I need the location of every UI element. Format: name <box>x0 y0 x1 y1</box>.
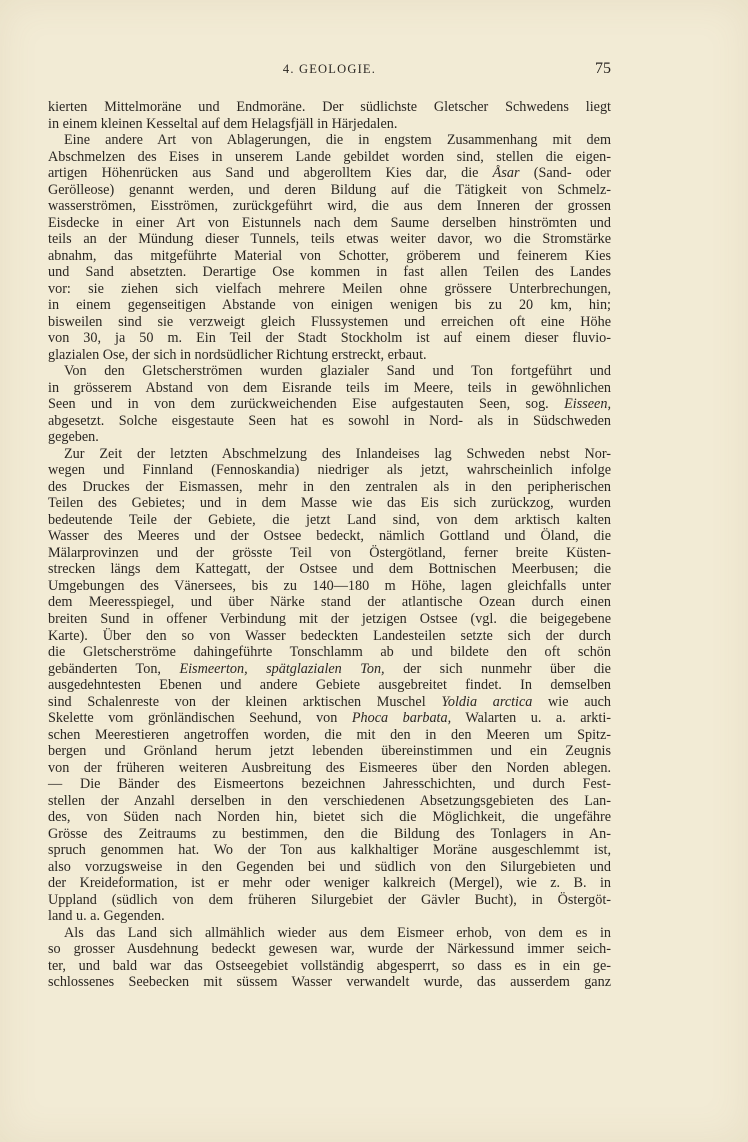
text-line <box>48 495 611 512</box>
text-line <box>48 99 611 116</box>
text-segment: artigen Höhenrücken aus Sand und abgerolltem Kies dar, die <box>48 165 493 182</box>
text-segment: von 30, ja 50 m. Ein Teil der Stadt Stockholm ist auf einem dieser fluvio- <box>48 330 611 347</box>
text-segment: Geröllеose) genannt werden, und deren Bildung auf die Tätigkeit von Schmelz- <box>48 181 611 198</box>
text-line <box>48 479 611 496</box>
text-line <box>48 710 611 727</box>
text-segment: sind Schalenreste von der kleinen arktischen Muschel <box>48 693 442 710</box>
text-segment: Von den Gletscherströmen wurden glazialer Sand und Ton fortgeführt und <box>64 363 611 380</box>
text-line <box>48 462 611 479</box>
text-segment: und Sand absetzten. Derartige Ose kommen in fast allen Teilen des Landes <box>48 264 611 281</box>
text-line <box>48 347 611 364</box>
text-line <box>48 396 611 413</box>
text-line <box>48 793 611 810</box>
text-line <box>48 264 611 281</box>
text-line <box>48 594 611 611</box>
italic-term: Phoca barbata, <box>351 710 452 727</box>
text-segment: Karte). Über den so von Wasser bedeckten Landesteilen setzte sich der durch <box>48 627 611 644</box>
text-segment: — Die Bänder des Eismeertons bezeichnen Jahresschichten, und durch Fest- <box>48 776 611 793</box>
text-line <box>48 380 611 397</box>
text-segment: strecken längs dem Kattegatt, der Ostsee und dem Bottnischen Meerbusen; die <box>48 561 611 578</box>
text-segment: von der früheren weiteren Ausbreitung des Eismeeres über den Norden ablegen. <box>48 759 611 776</box>
text-segment: Skelette vom grönländischen Seehund, von <box>48 710 352 727</box>
text-segment: land u. a. Gegenden. <box>48 908 165 925</box>
text-segment: der Kreideformation, ist er mehr oder weniger kalkreich (Mergel), wie z. B. in <box>48 875 611 892</box>
text-segment: Mälarprovinzen und der grösste Teil von Östergötland, ferner breite Küsten- <box>48 544 611 561</box>
text-segment: stellen der Anzahl derselben in den verschiedenen Absetzungsgebieten des Lan- <box>48 792 611 809</box>
text-line <box>48 941 611 958</box>
text-line <box>48 314 611 331</box>
text-segment: so grosser Ausdehnung bedeckt gewesen war, wurde der Närkessund immer seich- <box>48 941 611 958</box>
text-segment: kierten Mittelmoräne und Endmoräne. Der südlichste Gletscher Schwedens liegt <box>48 99 611 115</box>
text-line <box>48 413 611 430</box>
text-segment: ausgedehntesten Ebenen und andere Gebiete ausgebreitet findet. In demselben <box>48 677 611 694</box>
text-segment: bisweilen sind sie verzweigt gleich Flussystemen und erreichen oft eine Höhe <box>48 313 611 330</box>
italic-term: Eisseen, <box>564 396 611 413</box>
text-segment: Uppland (südlich von dem früheren Silurgebiet der Gävler Bucht), in Östergöt- <box>48 891 611 908</box>
page-number: 75 <box>595 60 611 77</box>
text-line <box>48 776 611 793</box>
text-line <box>48 446 611 463</box>
text-line <box>48 363 611 380</box>
body-text <box>48 99 611 991</box>
text-line <box>48 165 611 182</box>
text-line <box>48 248 611 265</box>
text-line <box>48 215 611 232</box>
text-segment: wegen und Finnland (Fennoskandia) niedriger als jetzt, wahrscheinlich infolge <box>48 462 611 479</box>
text-line <box>48 842 611 859</box>
text-segment: des, von Süden nach Norden hin, bietet sich die Möglichkeit, die ungefähre <box>48 809 611 826</box>
text-segment: dem Meeresspiegel, und über Närke stand der atlantische Ozean durch einen <box>48 594 611 611</box>
text-segment: teils an der Mündung dieser Tunnels, teils etwas weiter davor, wo die Stromstärke <box>48 231 611 248</box>
text-segment: Teilen des Gebietes; und in dem Masse wie das Eis sich zurückzog, wurden <box>48 495 611 512</box>
text-segment: bergen und Grönland herum jetzt lebenden übereinstimmen und ein Zeugnis <box>48 743 611 760</box>
text-segment: Als das Land sich allmählich wieder aus dem Eismeer erhob, von dem es in <box>64 924 611 941</box>
text-line <box>48 958 611 975</box>
text-line <box>48 330 611 347</box>
text-segment: schlossenes Seebecken mit süssem Wasser verwandelt wurde, das ausserdem ganz <box>48 974 611 991</box>
text-line <box>48 561 611 578</box>
text-segment: wie auch <box>532 693 611 710</box>
text-line <box>48 859 611 876</box>
text-line <box>48 974 611 991</box>
text-line <box>48 528 611 545</box>
text-segment: Seen und in von dem zurückweichenden Eise aufgestauten Seen, sog. <box>48 396 565 413</box>
text-line <box>48 149 611 166</box>
text-line <box>48 809 611 826</box>
text-line <box>48 826 611 843</box>
text-segment: Zur Zeit der letzten Abschmelzung des Inlandeises lag Schweden nebst Nor- <box>64 445 611 462</box>
text-line <box>48 892 611 909</box>
text-segment: vor: sie ziehen sich vielfach mehrere Meilen ohne grössere Unterbrechungen, <box>48 280 611 297</box>
italic-term: Åsar <box>492 165 520 182</box>
text-segment: Eisdecke in einer Art von Eistunnels nach dem Saume derselben hinströmten und <box>48 214 611 231</box>
text-line <box>48 727 611 744</box>
text-line <box>48 198 611 215</box>
text-line <box>48 297 611 314</box>
text-segment: in einem kleinen Kesseltal auf dem Helagsfjäll in Härjedalen. <box>48 115 398 132</box>
text-segment: spruch genommen hat. Wo der Ton aus kalkhaltiger Moräne ausgeschlemmt ist, <box>48 842 611 859</box>
text-segment: die Gletscherströme dahingeführte Tonschlamm ab und bildete den oft schön <box>48 644 611 661</box>
text-segment: Abschmelzen des Eises in unserem Lande gebildet worden sind, stellen die eigen- <box>48 148 611 165</box>
text-line <box>48 743 611 760</box>
text-segment: breiten Sund in offener Verbindung mit der jetzigen Ostsee (vgl. die beigegebene <box>48 610 611 627</box>
text-line <box>48 182 611 199</box>
text-line <box>48 875 611 892</box>
text-line <box>48 661 611 678</box>
text-segment: abgesetzt. Solche eisgestaute Seen hat es sowohl in Nord- als in Südschweden <box>48 412 611 429</box>
text-segment: gebänderten Ton, <box>48 660 180 677</box>
text-segment: schen Meerestieren angetroffen worden, die mit den in den Meeren um Spitz- <box>48 726 611 743</box>
text-segment: abnahm, das mitgeführte Material von Schotter, gröberem und feinerem Kies <box>48 247 611 264</box>
text-segment: der sich nunmehr über die <box>384 660 611 677</box>
running-head: 4. GEOLOGIE. <box>282 62 377 76</box>
text-segment: Umgebungen des Vänersees, bis zu 140—180 m Höhe, lagen gleichfalls unter <box>48 577 611 594</box>
text-line <box>48 611 611 628</box>
text-segment: wasserströmen, Eisströmen, zurückgeführt wird, die aus dem Inneren der grossen <box>48 198 611 215</box>
text-segment: Grösse des Zeitraums zu bestimmen, den die Bildung des Tonlagers in An- <box>48 825 611 842</box>
text-line <box>48 908 611 925</box>
text-segment: gegeben. <box>48 429 99 446</box>
text-line <box>48 429 611 446</box>
text-line <box>48 231 611 248</box>
text-segment: (Sand- oder <box>519 165 611 182</box>
text-line <box>48 132 611 149</box>
text-segment: glazialen Ose, der sich in nordsüdlicher Richtung erstreckt, erbaut. <box>48 346 427 363</box>
text-line <box>48 760 611 777</box>
text-segment: Wasser des Meeres und der Ostsee bedeckt, nämlich Gottland und Öland, die <box>48 528 611 545</box>
italic-term: Yoldia arctica <box>441 693 533 710</box>
text-segment: Walarten u. a. arkti- <box>451 710 611 727</box>
text-line <box>48 694 611 711</box>
text-line <box>48 281 611 298</box>
text-line <box>48 677 611 694</box>
text-line <box>48 545 611 562</box>
italic-term: Eismeerton, spätglazialen Ton, <box>179 660 385 677</box>
text-segment: in grösserem Abstand von dem Eisrande teils im Meere, teils in gewöhnlichen <box>48 379 611 396</box>
text-segment: bedeutende Teile der Gebiete, die jetzt Land sind, von dem arktisch kalten <box>48 511 611 528</box>
text-line <box>48 925 611 942</box>
text-segment: Eine andere Art von Ablagerungen, die in engstem Zusammenhang mit dem <box>64 132 611 149</box>
text-segment: ter, und bald war das Ostseegebiet vollständig abgesperrt, so dass es in ein ge- <box>48 957 611 974</box>
text-segment: in einem gegenseitigen Abstande von einigen wenigen bis zu 20 km, hin; <box>48 297 611 314</box>
text-line <box>48 512 611 529</box>
text-line <box>48 628 611 645</box>
page-header <box>48 62 611 84</box>
text-segment: des Druckes der Eismassen, mehr in den zentralen als in den peripherischen <box>48 478 611 495</box>
text-line <box>48 116 611 133</box>
text-line <box>48 644 611 661</box>
text-line <box>48 578 611 595</box>
text-segment: also vorzugsweise in den Gegenden bei und südlich von den Silurgebieten und <box>48 858 611 875</box>
